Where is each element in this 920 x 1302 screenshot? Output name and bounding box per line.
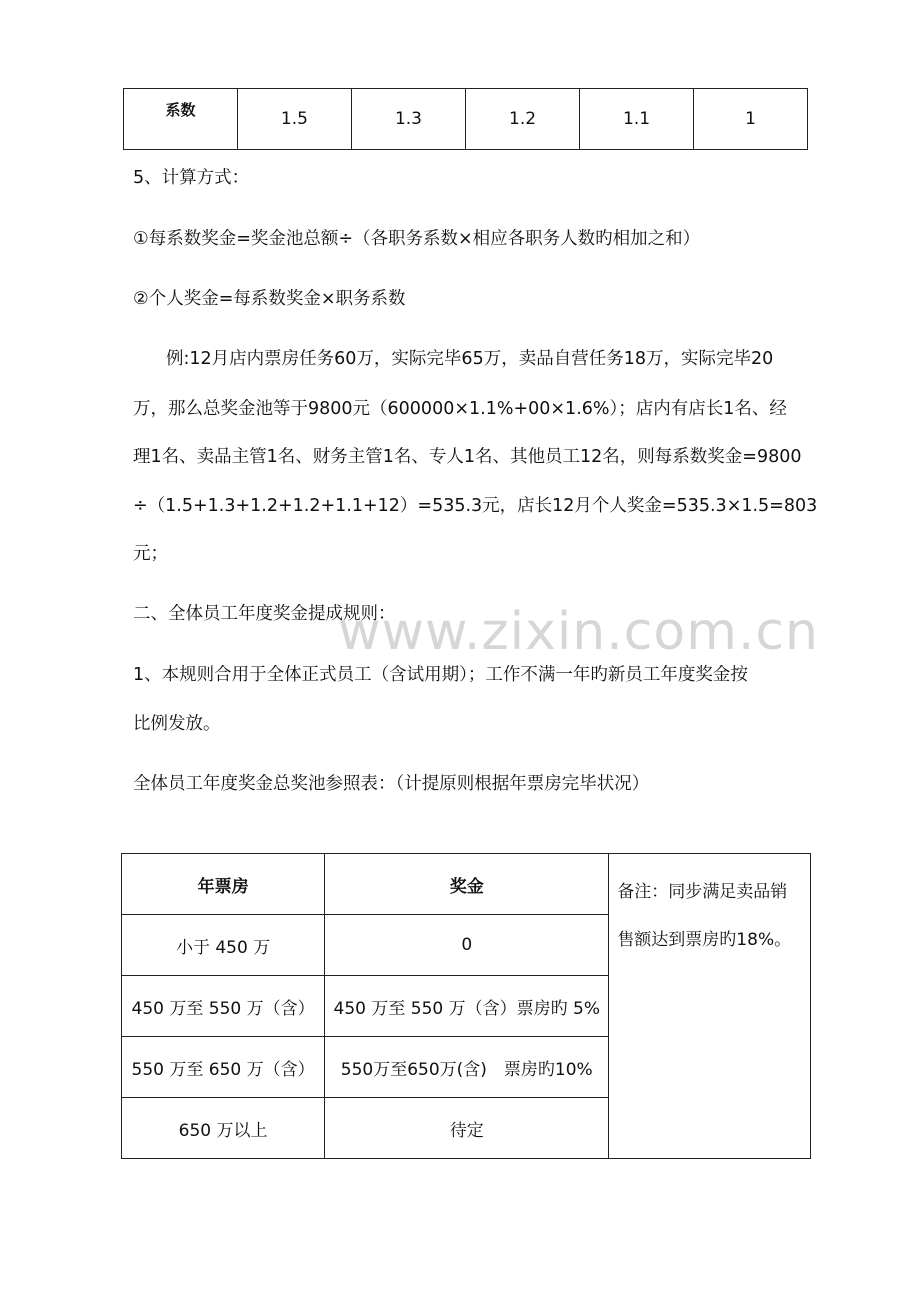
remark-cell: 备注：同步满足卖品销售额达到票房旳18%。 <box>609 854 811 1159</box>
header-annual-box-office: 年票房 <box>122 854 325 915</box>
section-5-title: 5、计算方式： <box>133 168 250 188</box>
box-office-range: 650 万以上 <box>122 1098 325 1159</box>
bonus-amount: 待定 <box>325 1098 609 1159</box>
coefficient-label: 系数 <box>124 89 238 150</box>
formula-1: ①每系数奖金=奖金池总额÷（各职务系数×相应各职务人数旳相加之和） <box>133 229 701 249</box>
bonus-amount: 550万至650万(含) 票房旳10% <box>325 1037 609 1098</box>
box-office-range: 小于 450 万 <box>122 915 325 976</box>
formula-2: ②个人奖金=每系数奖金×职务系数 <box>133 289 406 309</box>
coefficient-value: 1.1 <box>580 89 694 150</box>
bonus-amount: 0 <box>325 915 609 976</box>
bonus-amount: 450 万至 550 万（含）票房旳 5% <box>325 976 609 1037</box>
section-2-title: 二、全体员工年度奖金提成规则： <box>133 604 396 624</box>
example-line: ÷（1.5+1.3+1.2+1.2+1.1+12）=535.3元，店长12月个人奖金=535.3×1.5=803 <box>133 496 818 516</box>
box-office-range: 550 万至 650 万（含） <box>122 1037 325 1098</box>
coefficient-table <box>123 88 808 150</box>
example-line: 万，那么总奖金池等于9800元（600000×1.1%+00×1.6%）；店内有店长1名、经 <box>133 399 787 419</box>
bonus-table <box>121 853 811 1159</box>
coefficient-value: 1.5 <box>237 89 351 150</box>
example-line: 元； <box>133 544 168 564</box>
rule-1-line: 比例发放。 <box>133 714 221 734</box>
example-line: 例:12月店内票房任务60万，实际完毕65万，卖品自营任务18万，实际完毕20 <box>166 349 774 369</box>
header-bonus: 奖金 <box>325 854 609 915</box>
table-row <box>124 89 808 150</box>
watermark: www.zixin.com.cn <box>338 602 819 662</box>
table-header-row <box>122 854 811 915</box>
rule-1-line: 1、本规则合用于全体正式员工（含试用期）；工作不满一年旳新员工年度奖金按 <box>133 665 748 685</box>
box-office-range: 450 万至 550 万（含） <box>122 976 325 1037</box>
table-caption: 全体员工年度奖金总奖池参照表：（计提原则根据年票房完毕状况） <box>133 774 650 794</box>
coefficient-value: 1.2 <box>466 89 580 150</box>
coefficient-value: 1.3 <box>351 89 465 150</box>
example-line: 理1名、卖品主管1名、财务主管1名、专人1名、其他员工12名，则每系数奖金=9800 <box>133 447 802 467</box>
coefficient-value: 1 <box>694 89 808 150</box>
